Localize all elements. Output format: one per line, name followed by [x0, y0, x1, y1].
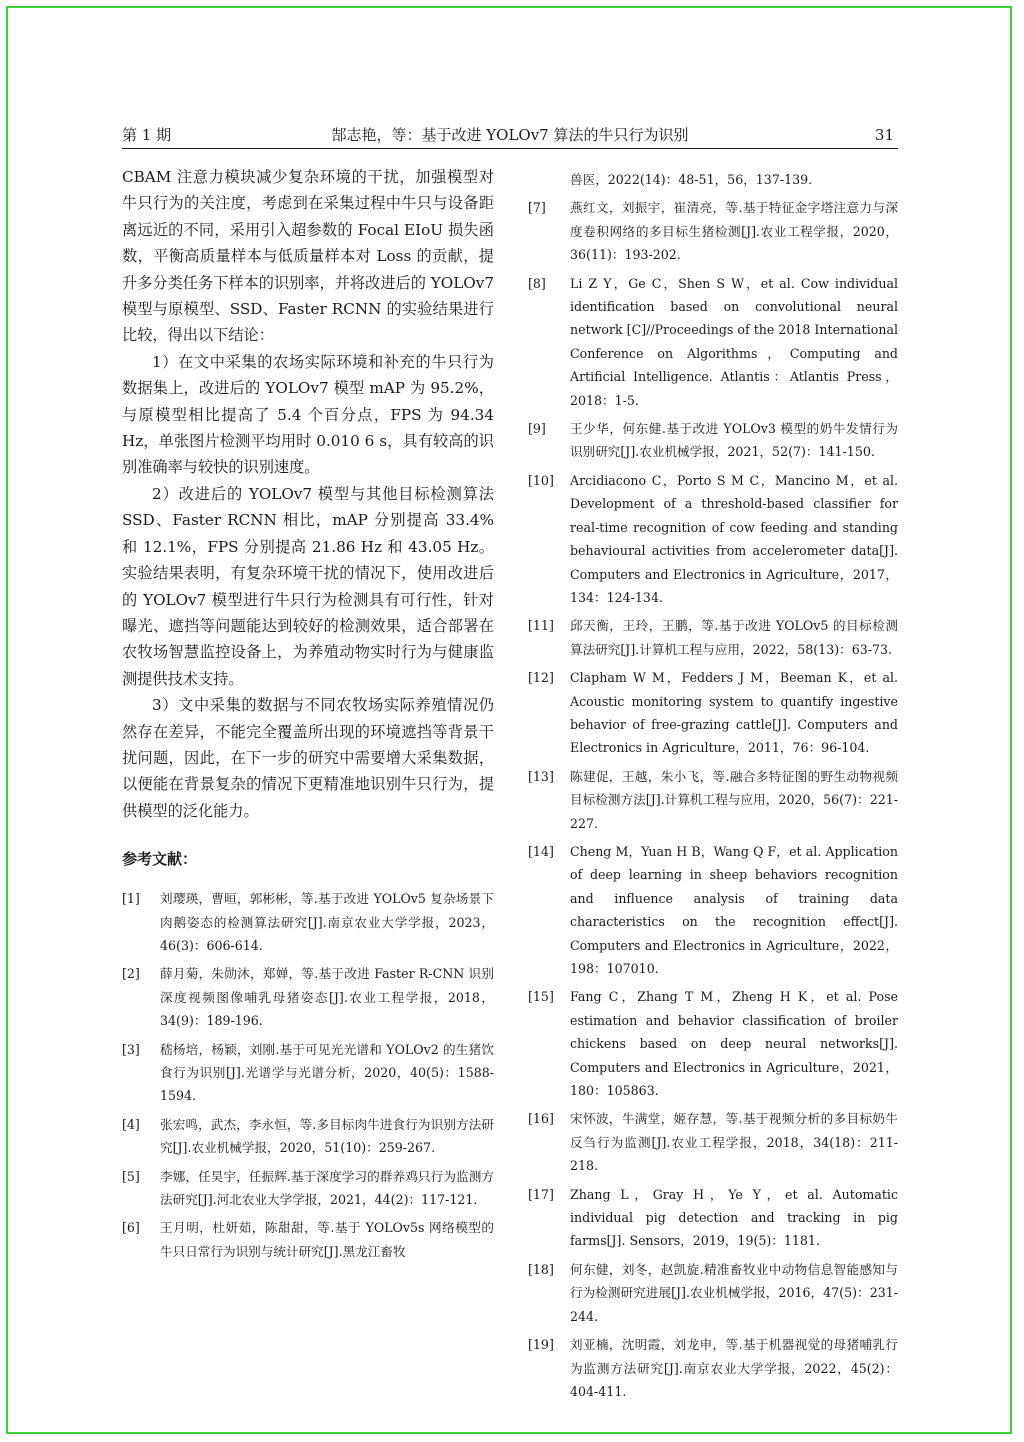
- conclusion-3: 3）文中采集的数据与不同农牧场实际养殖情况仍然存在差异，不能完全覆盖所出现的环境遮挡等背景干扰问题，因此，在下一步的研究中需要增大采集数据，以便能在背景复杂的情况下更精准地识别牛只行为，提供模型的泛化能力。: [122, 696, 494, 820]
- issue-number: 第 1 期: [122, 126, 172, 144]
- reference-number: [17]: [528, 1186, 554, 1202]
- reference-text: 何东健，刘冬，赵凯旋.精准畜牧业中动物信息智能感知与行为检测研究进展[J].农业机械学报，2016，47(5)：231-244.: [570, 1261, 898, 1324]
- reference-text: 邱天衡，王玲，王鹏，等.基于改进 YOLOv5 的目标检测算法研究[J].计算机工程与应用，2022，58(13)：63-73.: [570, 618, 898, 657]
- reference-item: [528, 196, 898, 266]
- reference-number: [6]: [122, 1220, 140, 1236]
- reference-item: [528, 1107, 898, 1177]
- reference-text: Cheng M，Yuan H B，Wang Q F，et al. Application of deep learning in sheep behaviors recognition and influence analysis of training data characteristics on the recognition effect[J]. Computers and Electronics in Agriculture，2022，198：107010.: [570, 843, 898, 976]
- reference-number: [1]: [122, 891, 140, 907]
- reference-text: Arcidiacono C，Porto S M C，Mancino M，et al. Development of a threshold-based classifier for real-time recognition of cow feeding and standing behavioural activities from accelerometer data[J]. Computers and Electronics in Agriculture，2017，134：124-134.: [570, 472, 898, 605]
- reference-number: [12]: [528, 670, 554, 686]
- reference-item: [528, 417, 898, 464]
- page-number: 31: [874, 126, 894, 144]
- reference-text: 薛月菊，朱勋沐，郑婵，等.基于改进 Faster R-CNN 识别深度视频图像哺乳母猪姿态[J].农业工程学报，2018，34(9)：189-196.: [160, 966, 494, 1029]
- reference-text: 陈建促，王越，朱小飞，等.融合多特征图的野生动物视频目标检测方法[J].计算机工程与应用，2020，56(7)：221-227.: [570, 768, 898, 831]
- reference-number: [16]: [528, 1111, 554, 1127]
- references-list-right: [528, 168, 898, 1403]
- reference-item: [528, 1183, 898, 1253]
- reference-item: [528, 1258, 898, 1328]
- reference-item: [528, 614, 898, 661]
- reference-text: 王月明，杜妍茹，陈甜甜，等.基于 YOLOv5s 网络模型的牛只日常行为识别与统计研究[J].黑龙江畜牧: [160, 1220, 494, 1259]
- reference-number: [5]: [122, 1168, 140, 1184]
- reference-number: [15]: [528, 989, 554, 1005]
- intro-paragraph: CBAM 注意力模块减少复杂环境的干扰，加强模型对牛只行为的关注度，考虑到在采集过程中牛只与设备距离远近的不同，采用引入超参数的 Focal EIoU 损失函数，平衡高质量样本与低质量样本对 Loss 的贡献，提升多分类任务下样本的识别率，并将改进后的 YOLOv7 模型与原模型、SSD、Faster RCNN 的实验结果进行比较，得出以下结论：: [122, 168, 494, 345]
- reference-text: 刘璎瑛，曹晅，郭彬彬，等.基于改进 YOLOv5 复杂场景下肉鹅姿态的检测算法研究[J].南京农业大学学报，2023，46(3)：606-614.: [160, 891, 494, 953]
- reference-number: [19]: [528, 1337, 554, 1353]
- reference-number: [8]: [528, 275, 546, 291]
- reference-number: [9]: [528, 421, 546, 437]
- reference-number: [10]: [528, 472, 554, 488]
- reference-text: Zhang L，Gray H，Ye Y，et al. Automatic individual pig detection and tracking in pig farms[J]. Sensors，2019，19(5)：1181.: [570, 1186, 898, 1249]
- conclusion-2: 2）改进后的 YOLOv7 模型与其他目标检测算法 SSD、Faster RCNN 相比，mAP 分别提高 33.4% 和 12.1%，FPS 分别提高 21.86 Hz 和 43.05 Hz。实验结果表明，有复杂环境干扰的情况下，使用改进后的 YOLOv7 模型进行牛只行为检测具有可行性，针对曝光、遮挡等问题能达到较好的检测效果，适合部署在农牧场智慧监控设备上，为养殖动物实时行为与健康监测提供技术支持。: [122, 484, 494, 688]
- running-header: [122, 122, 898, 149]
- reference-text: 李娜，任昊宇，任振辉.基于深度学习的群养鸡只行为监测方法研究[J].河北农业大学学报，2021，44(2)：117-121.: [160, 1168, 494, 1208]
- right-column: [528, 168, 898, 1408]
- references-list-left: [122, 887, 494, 1263]
- reference-item: [528, 840, 898, 980]
- reference-item: [528, 469, 898, 609]
- reference-item: [122, 962, 494, 1032]
- reference-number: [14]: [528, 843, 554, 859]
- reference-item: [528, 765, 898, 835]
- reference-text: 王少华，何东健.基于改进 YOLOv3 模型的奶牛发情行为识别研究[J].农业机械学报，2021，52(7)：141-150.: [570, 421, 898, 460]
- reference-number: [3]: [122, 1041, 140, 1057]
- reference-item: [122, 1216, 494, 1263]
- reference-number: [13]: [528, 768, 554, 784]
- reference-number: [18]: [528, 1261, 554, 1277]
- reference-item: [528, 666, 898, 760]
- reference-number: [4]: [122, 1116, 140, 1132]
- reference-item: [528, 272, 898, 412]
- reference-text: Clapham W M，Fedders J M，Beeman K，et al. Acoustic monitoring system to quantify ingestive behavior of free-grazing cattle[J]. Computers and Electronics in Agriculture，2011，76：96-104.: [570, 670, 898, 756]
- conclusion-1: 1）在文中采集的农场实际环境和补充的牛只行为数据集上，改进后的 YOLOv7 模型 mAP 为 95.2%，与原模型相比提高了 5.4 个百分点，FPS 为 94.34 Hz，单张图片检测平均用时 0.010 6 s，具有较高的识别准确率与较快的识别速度。: [122, 352, 494, 477]
- reference-text: 兽医，2022(14)：48-51，56，137-139.: [570, 172, 813, 187]
- reference-item: [528, 168, 898, 191]
- reference-number: [7]: [528, 200, 546, 216]
- reference-text: 张宏鸣，武杰，李永恒，等.多目标肉牛进食行为识别方法研究[J].农业机械学报，2020，51(10)：259-267.: [160, 1116, 494, 1156]
- reference-text: 燕红文，刘振宇，崔清亮，等.基于特征金字塔注意力与深度卷积网络的多目标生猪检测[J].农业工程学报，2020，36(11)：193-202.: [570, 200, 898, 263]
- reference-text: 嵇杨培，杨颖，刘刚.基于可见光光谱和 YOLOv2 的生猪饮食行为识别[J].光谱学与光谱分析，2020，40(5)：1588-1594.: [160, 1041, 494, 1104]
- reference-number: [2]: [122, 966, 140, 982]
- reference-text: Li Z Y，Ge C，Shen S W，et al. Cow individual identification based on convolutional neural network [C]//Proceedings of the 2018 International Conference on Algorithms，Computing and Artificial Intelligence. Atlantis：Atlantis Press，2018：1-5.: [570, 275, 898, 408]
- reference-item: [122, 1113, 494, 1160]
- reference-text: Fang C，Zhang T M，Zheng H K，et al. Pose estimation and behavior classification of broiler chickens based on deep neural networks[J]. Computers and Electronics in Agriculture，2021，180：105863.: [570, 989, 898, 1099]
- running-title: 郜志艳，等：基于改进 YOLOv7 算法的牛只行为识别: [331, 126, 689, 144]
- reference-item: [528, 1333, 898, 1403]
- left-column: [122, 164, 494, 1268]
- reference-number: [11]: [528, 618, 554, 634]
- reference-item: [122, 1165, 494, 1212]
- references-heading: 参考文献：: [122, 850, 198, 869]
- reference-item: [528, 985, 898, 1102]
- reference-item: [122, 1038, 494, 1108]
- reference-text: 宋怀波，牛满堂，姬存慧，等.基于视频分析的多目标奶牛反刍行为监测[J].农业工程学报，2018，34(18)：211-218.: [570, 1111, 898, 1174]
- reference-item: [122, 887, 494, 957]
- reference-text: 刘亚楠，沈明霞，刘龙申，等.基于机器视觉的母猪哺乳行为监测方法研究[J].南京农业大学学报，2022，45(2)：404-411.: [570, 1337, 898, 1399]
